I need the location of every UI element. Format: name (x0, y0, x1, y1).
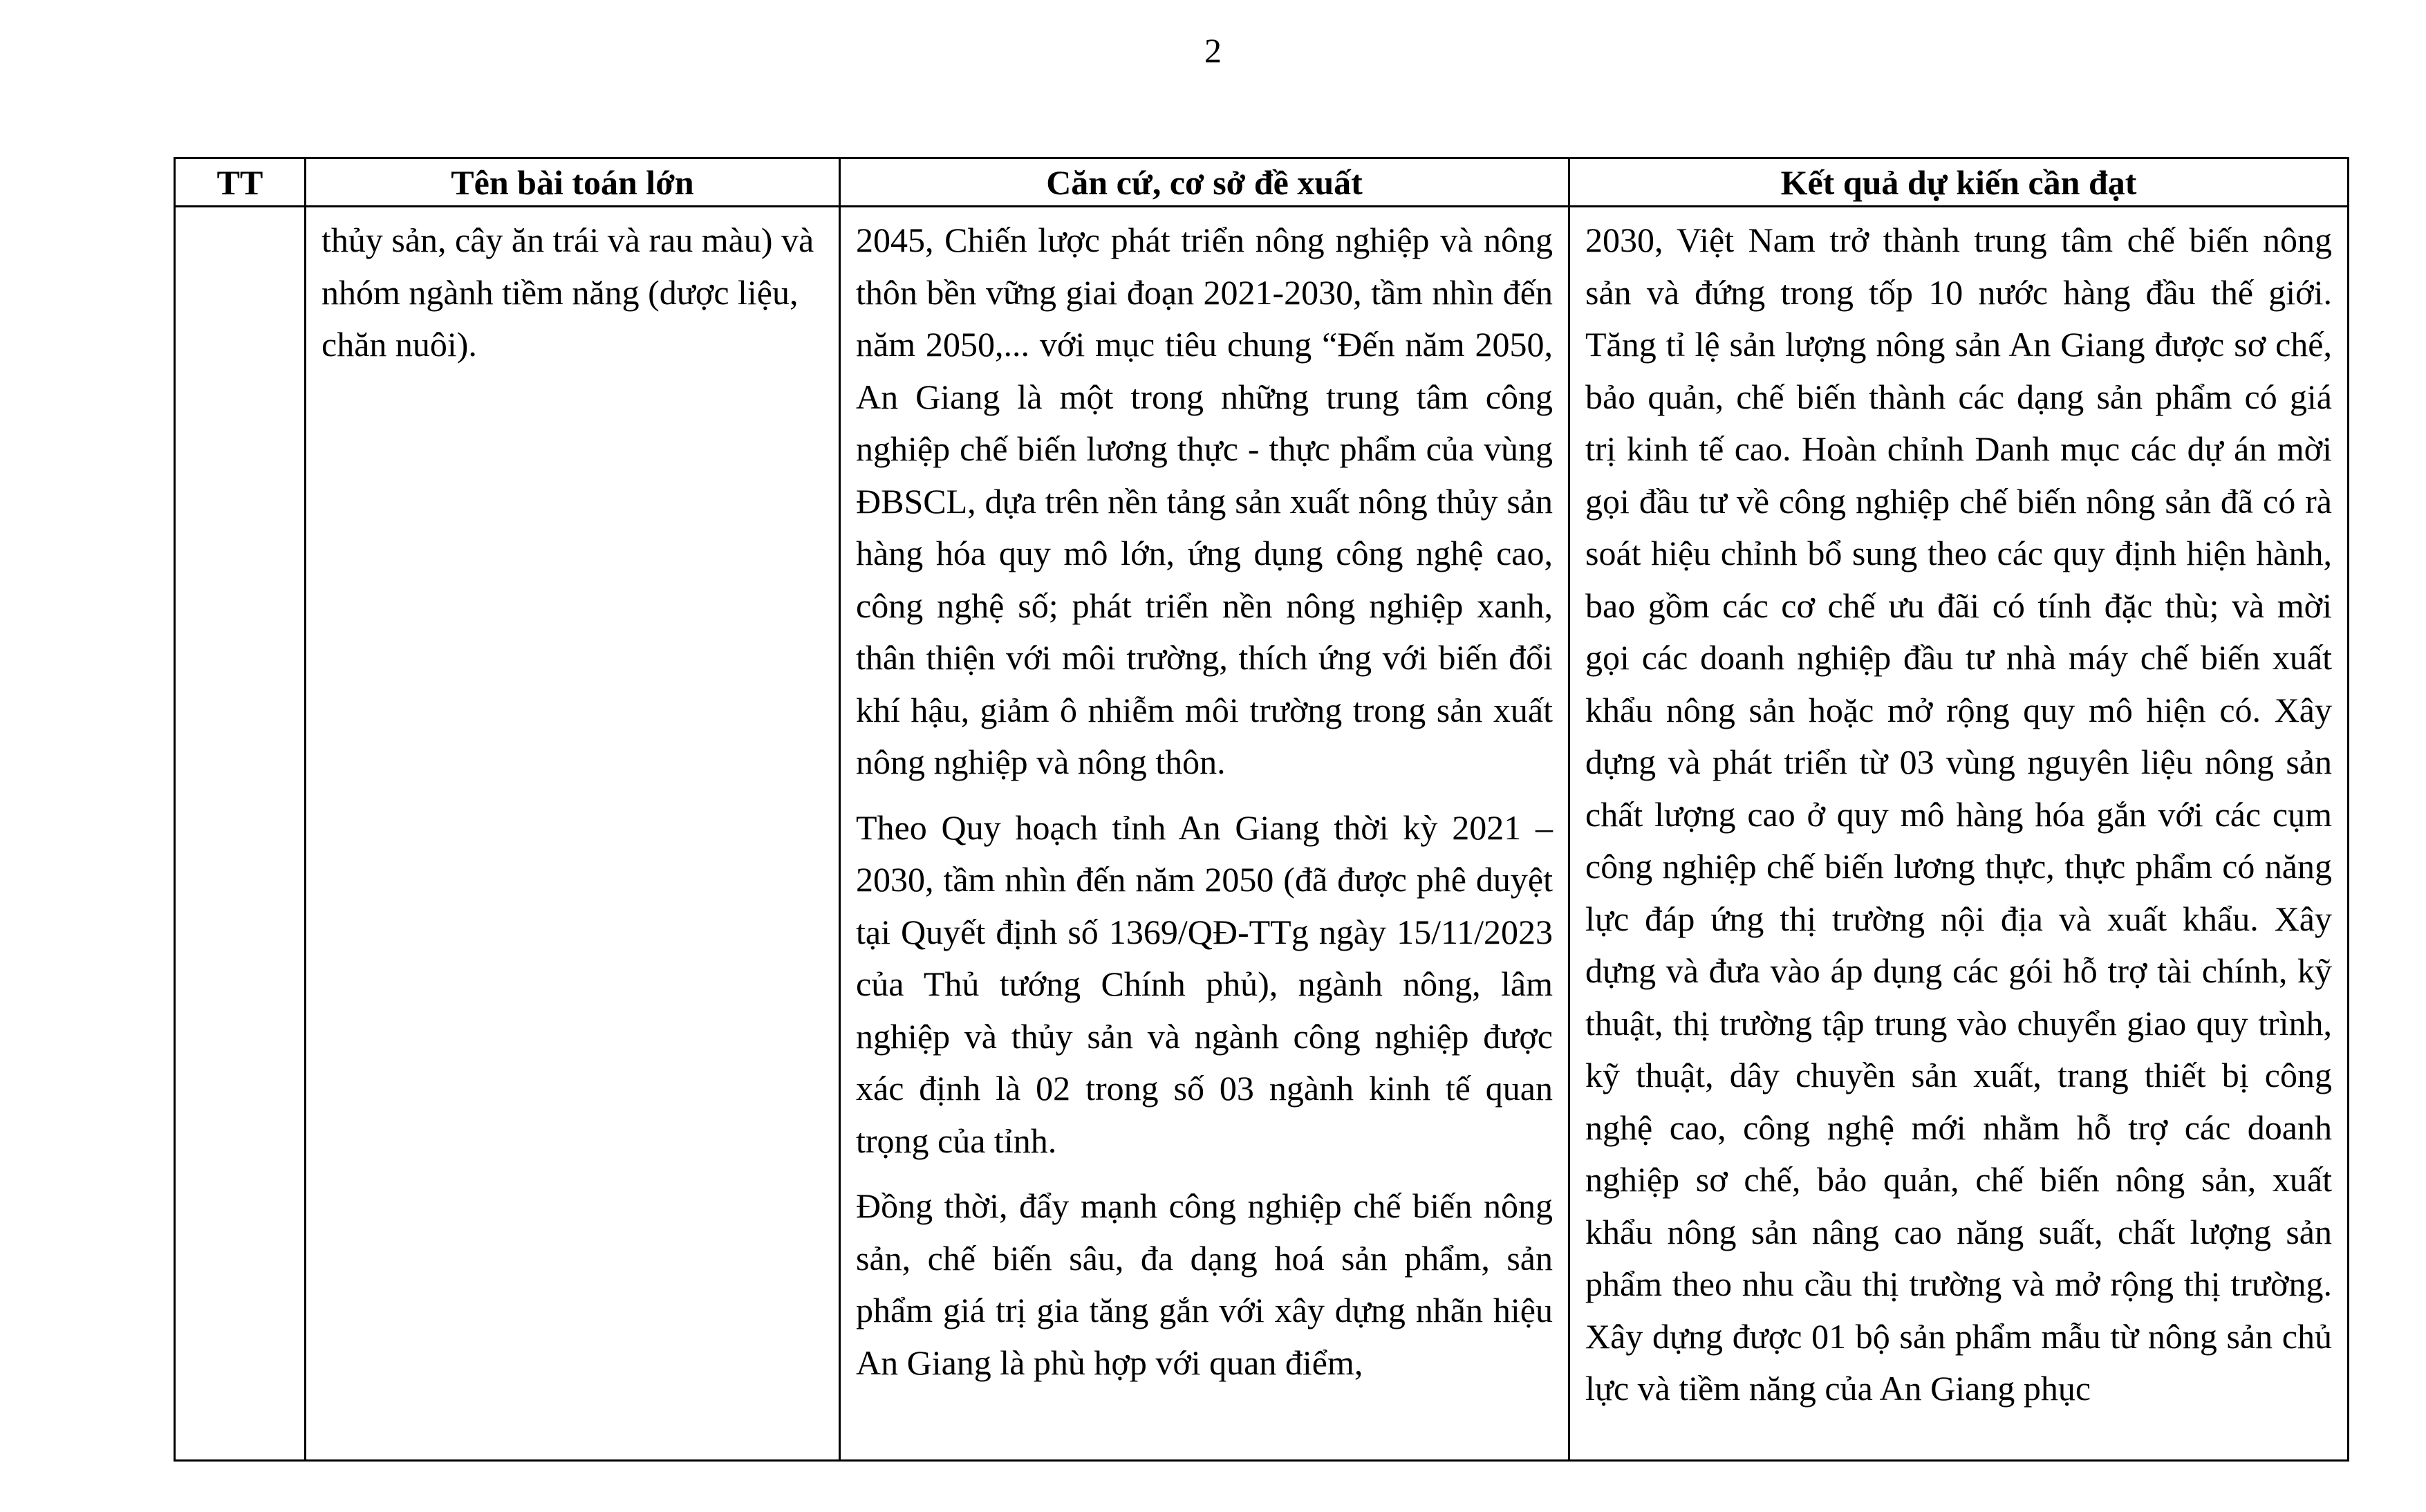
problem-name-text: thủy sản, cây ăn trái và rau màu) và nhóm ngành tiềm năng (dược liệu, chăn nuôi). (321, 221, 814, 364)
cell-basis (840, 207, 1569, 1461)
header-tt: TT (175, 158, 306, 207)
cell-problem-name (306, 207, 840, 1461)
proposal-table (174, 157, 2349, 1462)
header-basis: Căn cứ, cơ sở đề xuất (840, 158, 1569, 207)
page-number: 2 (1204, 31, 1222, 70)
cell-expected-result (1569, 207, 2349, 1461)
table-row (175, 207, 2349, 1461)
table-header-row (175, 158, 2349, 207)
basis-paragraph: Theo Quy hoạch tỉnh An Giang thời kỳ 2021 – 2030, tầm nhìn đến năm 2050 (đã được phê duyệt tại Quyết định số 1369/QĐ-TTg ngày 15/11/2023 của Thủ tướng Chính phủ), ngành nông, lâm nghiệp và thủy sản và ngành công nghiệp được xác định là 02 trong số 03 ngành kinh tế quan trọng của tỉnh. (856, 808, 1553, 1160)
header-problem-name: Tên bài toán lớn (306, 158, 840, 207)
basis-paragraph: 2045, Chiến lược phát triển nông nghiệp và nông thôn bền vững giai đoạn 2021-2030, tầm nhìn đến năm 2050,... với mục tiêu chung “Đến năm 2050, An Giang là một trong những trung tâm công nghiệp chế biến lương thực - thực phẩm của vùng ĐBSCL, dựa trên nền tảng sản xuất nông thủy sản hàng hóa quy mô lớn, ứng dụng công nghệ cao, công nghệ số; phát triển nền nông nghiệp xanh, thân thiện với môi trường, thích ứng với biến đổi khí hậu, giảm ô nhiễm môi trường trong sản xuất nông nghiệp và nông thôn. (856, 221, 1553, 781)
header-expected-result: Kết quả dự kiến cần đạt (1569, 158, 2349, 207)
cell-tt (175, 207, 306, 1461)
basis-paragraph: Đồng thời, đẩy mạnh công nghiệp chế biến nông sản, chế biến sâu, đa dạng hoá sản phẩm, sản phẩm giá trị gia tăng gắn với xây dựng nhãn hiệu An Giang là phù hợp với quan điểm, (856, 1186, 1553, 1382)
result-paragraph: 2030, Việt Nam trở thành trung tâm chế biến nông sản và đứng trong tốp 10 nước hàng đầu thế giới. Tăng tỉ lệ sản lượng nông sản An Giang được sơ chế, bảo quản, chế biến thành các dạng sản phẩm có giá trị kinh tế cao. Hoàn chỉnh Danh mục các dự án mời gọi đầu tư về công nghiệp chế biến nông sản đã có rà soát hiệu chỉnh bổ sung theo các quy định hiện hành, bao gồm các cơ chế ưu đãi có tính đặc thù; và mời gọi các doanh nghiệp đầu tư nhà máy chế biến xuất khẩu nông sản hoặc mở rộng quy mô hiện có. Xây dựng và phát triển từ 03 vùng nguyên liệu nông sản chất lượng cao ở quy mô hàng hóa gắn với các cụm công nghiệp chế biến lương thực, thực phẩm có năng lực đáp ứng thị trường nội địa và xuất khẩu. Xây dựng và đưa vào áp dụng các gói hỗ trợ tài chính, kỹ thuật, thị trường tập trung vào chuyển giao quy trình, kỹ thuật, dây chuyền sản xuất, trang thiết bị công nghệ cao, công nghệ mới nhằm hỗ trợ các doanh nghiệp sơ chế, bảo quản, chế biến nông sản, xuất khẩu nông sản nâng cao năng suất, chất lượng sản phẩm theo nhu cầu thị trường và mở rộng thị trường. Xây dựng được 01 bộ sản phẩm mẫu từ nông sản chủ lực và tiềm năng của An Giang phục (1585, 221, 2332, 1408)
